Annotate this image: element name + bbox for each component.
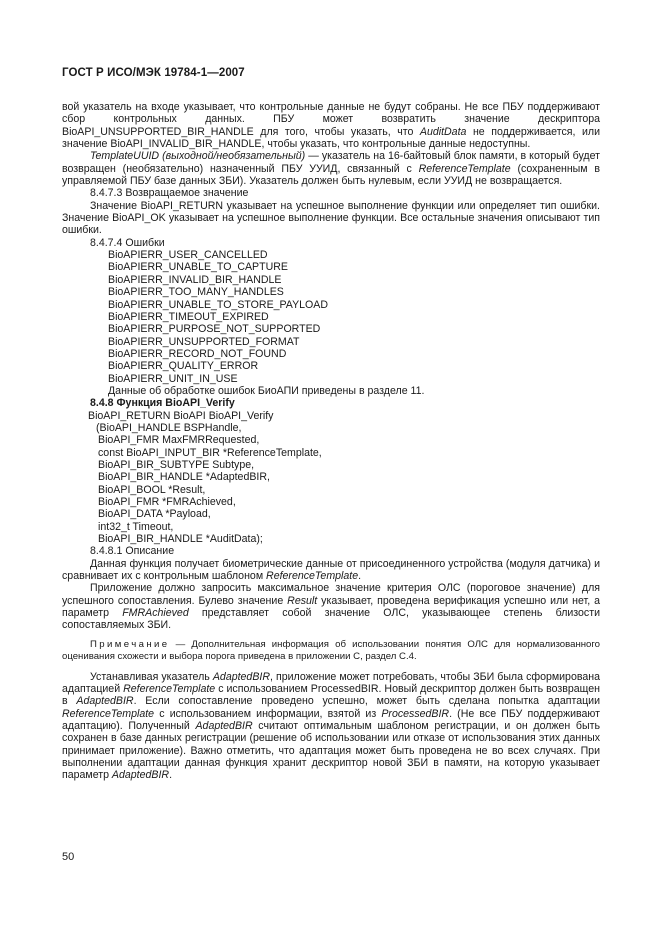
section-heading-8473: 8.4.7.3 Возвращаемое значение: [90, 187, 249, 200]
code-line: BioAPI_BOOL *Result,: [98, 483, 206, 496]
note-text: — Дополнительная информация об использовании понятия ОЛС для нормализованного оценивания схожести и выбора порога приведена в приложении С, раздел С.4.: [62, 638, 600, 663]
paragraph-audit-data: вой указатель на входе указывает, что контрольные данные не будут собраны. Не все ПБУ поддерживают сбор контрольных данных. ПБУ может возвратить значение дескриптора BioAPI_UNSUPPORTED_BIR_HANDLE для того, чтобы указать, что AuditData не поддерживается, или значение BioAPI_INVALID_BIR_HANDLE, чтобы указать, что контрольные данные недоступны.: [62, 101, 600, 151]
note-label: Примечание: [90, 638, 170, 650]
section-heading-8481: 8.4.8.1 Описание: [90, 545, 175, 558]
code-line: BioAPI_BIR_HANDLE *AdaptedBIR,: [98, 471, 270, 484]
error-item: BioAPIERR_PURPOSE_NOT_SUPPORTED: [108, 323, 321, 336]
code-line: (BioAPI_HANDLE BSPHandle,: [96, 421, 242, 434]
document-header: ГОСТ Р ИСО/МЭК 19784-1—2007: [62, 67, 245, 79]
section-heading-8474: 8.4.7.4 Ошибки: [90, 236, 165, 249]
code-line: BioAPI_RETURN BioAPI BioAPI_Verify: [88, 409, 274, 422]
paragraph-fmr: Приложение должно запросить максимальное значение критерия ОЛС (пороговое значение) для успешного сопоставления. Булево значение Result указывает, проведена верификация успешно или нет, а параметр FMRAchieved представляет собой значение ОЛС, указывающее степень близости сопоставляемых ЗБИ.: [62, 582, 600, 632]
error-item: BioAPIERR_UNABLE_TO_STORE_PAYLOAD: [108, 298, 329, 311]
paragraph-template-uuid: TemplateUUID (выходной/необязательный) — указатель на 16-байтовый блок памяти, в который будет возвращен (необязательно) назначенный ПБУ УУИД, связанный с ReferenceTemplate (сохраненным в управляемой ПБУ базе данных ЗБИ). Указатель должен быть нулевым, если УУИД не возвращается.: [62, 150, 601, 188]
code-line: BioAPI_BIR_HANDLE *AuditData);: [98, 533, 263, 546]
code-line: BioAPI_DATA *Payload,: [98, 508, 211, 521]
error-handling-note: Данные об обработке ошибок БиоАПИ приведены в разделе 11.: [108, 384, 425, 397]
code-line: const BioAPI_INPUT_BIR *ReferenceTemplate,: [98, 446, 322, 459]
error-item: BioAPIERR_TIMEOUT_EXPIRED: [108, 310, 269, 323]
paragraph-adaptation: Устанавливая указатель AdaptedBIR, приложение может потребовать, чтобы ЗБИ была сформирована адаптацией ReferenceTemplate с использованием ProcessedBIR. Новый дескриптор должен быть возвращен в AdaptedBIR. Если сопоставление проведено успешно, может быть сделана попытка адаптации ReferenceTemplate с использованием информации, взятой из ProcessedBIR. (Не все ПБУ поддерживают адаптацию). Полученный AdaptedBIR считают оптимальным шаблоном регистрации, и он должен быть сохранен в базе данных регистрации (решение об использовании или отказе от использования этих данных принимает приложение). Важно отметить, что адаптация может быть проведена не во всех случаях. При выполнении адаптации данная функция хранит дескриптор новой ЗБИ в памяти, на которую указывает параметр AdaptedBIR.: [62, 670, 600, 782]
section-heading-848: 8.4.8 Функция BioAPI_Verify: [90, 397, 235, 410]
code-line: int32_t Timeout,: [98, 520, 174, 533]
error-item: BioAPIERR_USER_CANCELLED: [108, 249, 268, 262]
error-item: BioAPIERR_QUALITY_ERROR: [108, 360, 259, 373]
note-block: [62, 639, 600, 664]
function-signature: [62, 410, 600, 546]
page-number: 50: [62, 851, 75, 863]
code-line: BioAPI_BIR_SUBTYPE Subtype,: [98, 458, 255, 471]
error-item: BioAPIERR_INVALID_BIR_HANDLE: [108, 273, 282, 286]
paragraph-return-value: Значение BioAPI_RETURN указывает на успешное выполнение функции или определяет тип ошибки. Значение BioAPI_OK указывает на успешное выполнение функции. Все остальные значения описывают тип ошибки.: [62, 199, 600, 237]
error-item: BioAPIERR_UNIT_IN_USE: [108, 372, 238, 385]
code-line: BioAPI_FMR MaxFMRRequested,: [98, 434, 260, 447]
paragraph-description: Данная функция получает биометрические данные от присоединенного устройства (модуля датчика) и сравнивает их с контрольным шаблоном ReferenceTemplate.: [62, 557, 600, 583]
code-line: BioAPI_FMR *FMRAchieved,: [98, 496, 236, 508]
error-item: BioAPIERR_UNABLE_TO_CAPTURE: [108, 261, 288, 274]
error-item: BioAPIERR_RECORD_NOT_FOUND: [108, 347, 287, 360]
page-body: [62, 101, 600, 782]
error-item: BioAPIERR_TOO_MANY_HANDLES: [108, 286, 284, 299]
error-item: BioAPIERR_UNSUPPORTED_FORMAT: [108, 335, 300, 348]
error-list: [62, 249, 600, 397]
